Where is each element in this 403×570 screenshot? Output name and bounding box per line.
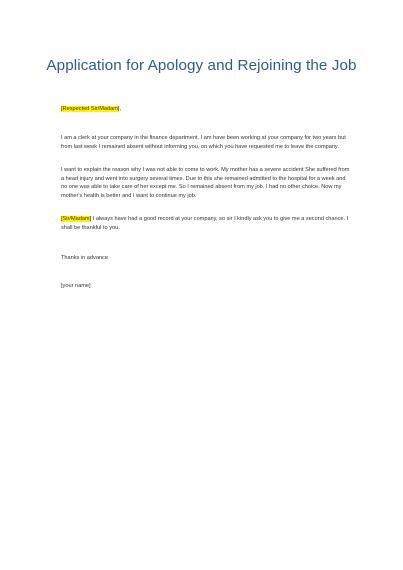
page-title: Application for Apology and Rejoining the Job [46, 57, 357, 74]
paragraph-explanation: I want to explain the reason why I was not able to come to work. My mother has a severe accident She suffered from a head injury and went into surgery several times. Due to this she remained admitted to the hospital for a week and no one was able to take care of her except me. So I remained absent from my job. I had no other choice. Now my mother's health is better and I want to continue my job. [61, 167, 350, 199]
paragraph-introduction: I am a clerk at your company in the finance department. I am have been working at your company for two years but from last week I remained absent without informing you, on which you have requested me to leave the company. [61, 135, 346, 150]
paragraph-request [61, 215, 351, 232]
recipient-placeholder: [Sir/Madam] [61, 216, 92, 222]
salutation-comma: , [119, 106, 122, 112]
salutation [61, 105, 351, 114]
request-text: I always have had a good record at your company, so sir I kindly ask you to give me a second chance. I shall be thankful to you. [61, 216, 349, 231]
signature-placeholder: [your name] [61, 283, 91, 289]
closing-line: Thanks in advance [61, 255, 108, 261]
salutation-placeholder: [Respected Sir/Madam] [61, 106, 120, 112]
